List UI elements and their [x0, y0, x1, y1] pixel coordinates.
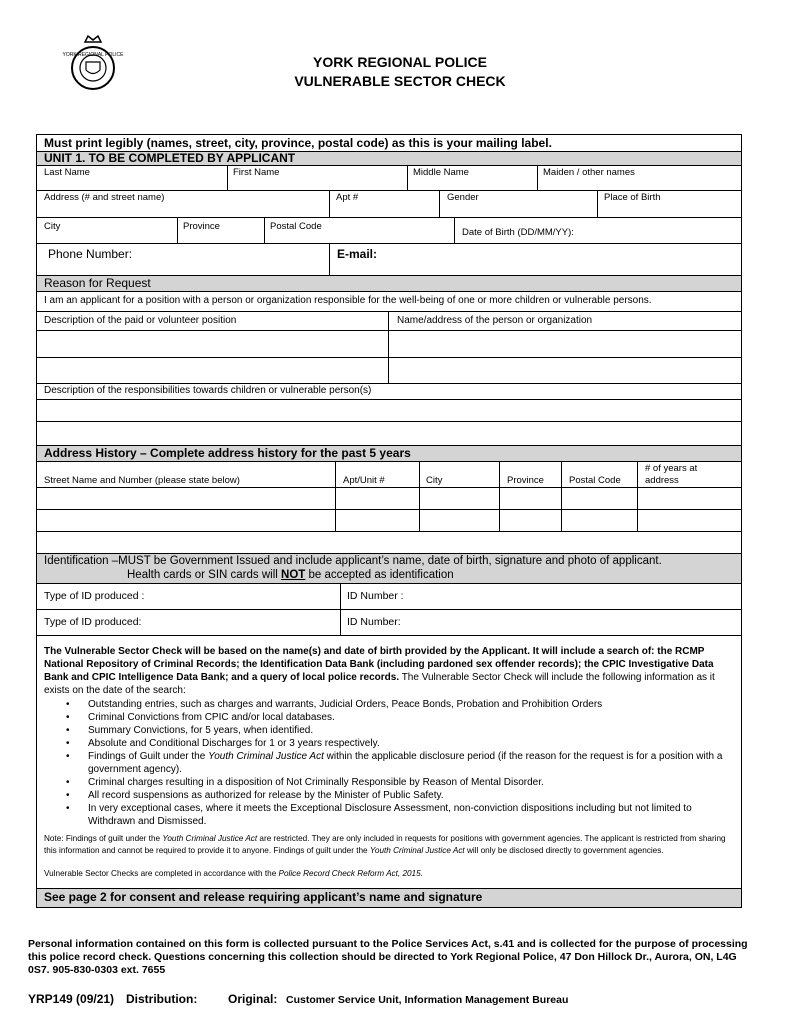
- id-number-2-field[interactable]: ID Number:: [347, 616, 401, 628]
- col-street: Street Name and Number (please state below): [44, 475, 240, 486]
- address-field[interactable]: Address (# and street name): [44, 192, 165, 203]
- apt-field[interactable]: Apt #: [336, 192, 359, 203]
- identification-restriction: Health cards or SIN cards will NOT be accepted as identification: [127, 569, 454, 581]
- form-title-line2: VULNERABLE SECTOR CHECK: [294, 73, 506, 89]
- list-item: • Criminal charges resulting in a disposition of Not Criminally Responsible by Reason of Mental Disorder.: [44, 776, 736, 789]
- col-postal-code: Postal Code: [569, 475, 621, 486]
- col-years-line2: address: [645, 475, 679, 486]
- ycja-note: Note: Findings of guilt under the Youth Criminal Justice Act are restricted. They are only included in requests for positions with government agencies. The applicant is restricted from sharing this information and cannot be required to provide it to anyone. Findings of guilt under the Youth Criminal Justice Act will only be disclosed directly to government agencies.: [44, 834, 726, 855]
- id-type-2-field[interactable]: Type of ID produced:: [44, 616, 142, 628]
- id-number-1-field[interactable]: ID Number :: [347, 590, 404, 602]
- unit1-heading: UNIT 1. TO BE COMPLETED BY APPLICANT: [44, 151, 296, 165]
- city-field[interactable]: City: [44, 221, 61, 232]
- original-label: Original:: [228, 992, 278, 1006]
- place-of-birth-field[interactable]: Place of Birth: [604, 192, 661, 203]
- see-page-2-notice: See page 2 for consent and release requiring applicant’s name and signature: [44, 890, 483, 904]
- compliance-note: Vulnerable Sector Checks are completed in accordance with the Police Record Check Reform Act, 2015.: [44, 869, 423, 878]
- list-item: • Absolute and Conditional Discharges for 1 or 3 years respectively.: [44, 737, 736, 750]
- distribution-label: Distribution:: [126, 992, 198, 1006]
- id-type-1-field[interactable]: Type of ID produced :: [44, 590, 145, 602]
- list-item: • Criminal Convictions from CPIC and/or local databases.: [44, 711, 736, 724]
- list-item: • Outstanding entries, such as charges and warrants, Judicial Orders, Peace Bonds, Probation and Prohibition Orders: [44, 698, 736, 711]
- included-info-list: [44, 698, 736, 828]
- last-name-field[interactable]: Last Name: [44, 167, 90, 178]
- list-item: • All record suspensions as authorized for release by the Minister of Public Safety.: [44, 789, 736, 802]
- date-of-birth-field[interactable]: Date of Birth (DD/MM/YY):: [462, 227, 574, 238]
- position-description-label: Description of the paid or volunteer position: [44, 315, 237, 326]
- vsc-description: The Vulnerable Sector Check will be based on the name(s) and date of birth provided by the Applicant. It will include a search of: the RCMP National Repository of Criminal Records; the Identification Data Bank (including pardoned sex offender records); the CPIC Investigative Data Bank and CPIC Intelligence Data Bank; and a query of local police records. The Vulnerable Sector Check will include the following information as it exists on the date of the search:: [44, 646, 715, 696]
- vulnerable-sector-check-form: [36, 134, 742, 908]
- identification-heading: Identification –MUST be Government Issued and include applicant’s name, date of birth, signature and photo of applicant.: [44, 555, 662, 567]
- list-item: • In very exceptional cases, where it meets the Exceptional Disclosure Assessment, non-conviction dispositions including but not limited to Withdrawn and Dismissed.: [44, 802, 736, 828]
- email-field[interactable]: E-mail:: [337, 247, 378, 261]
- col-apt-unit: Apt/Unit #: [343, 475, 385, 486]
- mailing-label-notice: Must print legibly (names, street, city, province, postal code) as this is your mailing label.: [44, 136, 552, 150]
- col-years-line1: # of years at: [645, 463, 698, 474]
- list-item: • Summary Convictions, for 5 years, when identified.: [44, 724, 736, 737]
- postal-code-field[interactable]: Postal Code: [270, 221, 322, 232]
- col-province: Province: [507, 475, 544, 486]
- original-destination: Customer Service Unit, Information Management Bureau: [286, 994, 569, 1006]
- maiden-name-field[interactable]: Maiden / other names: [543, 167, 635, 178]
- reason-statement: I am an applicant for a position with a person or organization responsible for the well-being of one or more children or vulnerable persons.: [44, 295, 652, 306]
- gender-field[interactable]: Gender: [447, 192, 479, 203]
- crest-text: YORK REGIONAL POLICE: [62, 52, 124, 58]
- responsibilities-label: Description of the responsibilities towards children or vulnerable person(s): [44, 385, 372, 396]
- middle-name-field[interactable]: Middle Name: [413, 167, 469, 178]
- province-field[interactable]: Province: [183, 221, 220, 232]
- address-history-heading: Address History – Complete address history for the past 5 years: [44, 446, 411, 460]
- organization-label: Name/address of the person or organization: [397, 315, 593, 326]
- privacy-statement: Personal information contained on this form is collected pursuant to the Police Services Act, s.41 and is collected for the purpose of processing this police record check. Questions concerning this collection should be directed to York Regional Police, 47 Don Hillock Dr., Aurora, ON, L4G 0S7. 905-830-0303 ext. 7655: [28, 938, 748, 976]
- first-name-field[interactable]: First Name: [233, 167, 280, 178]
- form-code: YRP149 (09/21): [28, 992, 115, 1006]
- phone-number-field[interactable]: Phone Number:: [48, 247, 133, 261]
- form-title-line1: YORK REGIONAL POLICE: [313, 54, 487, 70]
- col-city: City: [426, 475, 443, 486]
- list-item: • Findings of Guilt under the Youth Criminal Justice Act within the applicable disclosure period (if the reason for the request is for a position with a government agency).: [44, 750, 736, 776]
- reason-heading: Reason for Request: [44, 276, 151, 290]
